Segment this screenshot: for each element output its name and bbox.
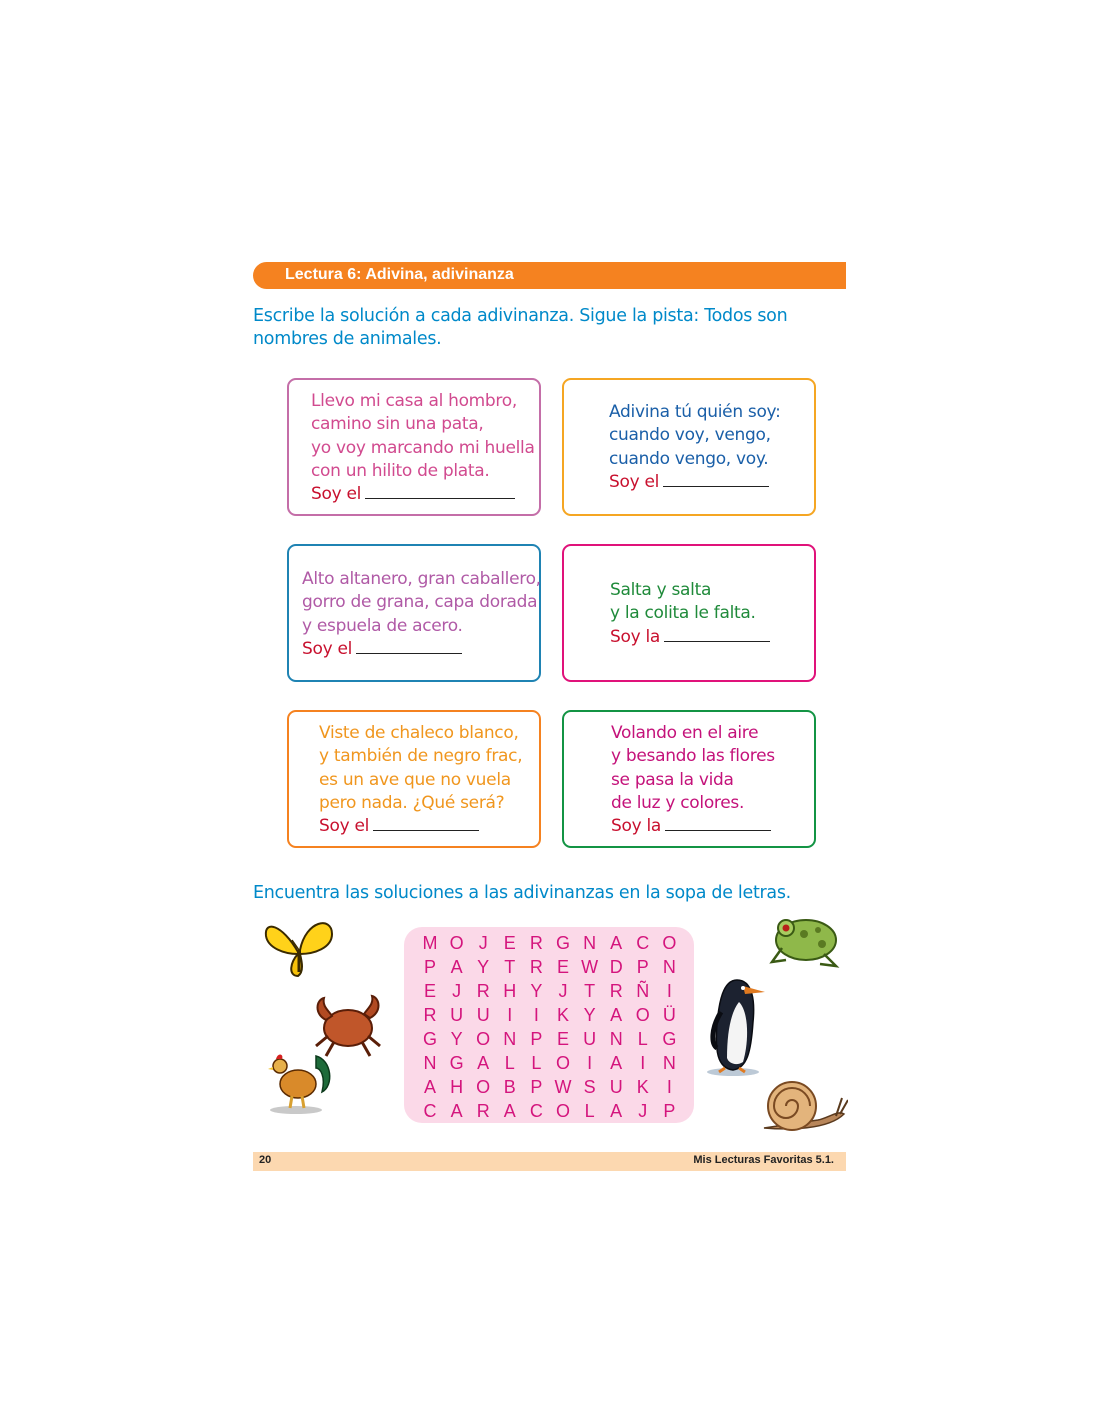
word-search-letter[interactable]: B — [503, 1077, 516, 1097]
riddle-text-6: Volando en el aire y besando las flores se pasa la vida de luz y colores. Soy la — [611, 723, 775, 837]
word-search-letter[interactable]: D — [609, 957, 623, 977]
answer-blank[interactable] — [665, 816, 771, 831]
word-search-letter[interactable]: M — [422, 933, 438, 953]
word-search-letter[interactable]: S — [583, 1077, 596, 1097]
word-search-letter[interactable]: I — [507, 1005, 513, 1025]
word-search-row — [418, 1101, 684, 1125]
word-search-letter[interactable]: I — [640, 1053, 646, 1073]
word-search-letter[interactable]: N — [662, 1053, 676, 1073]
word-search-letter[interactable]: W — [581, 957, 599, 977]
word-search-letter[interactable]: A — [450, 1101, 463, 1121]
word-search-letter[interactable]: N — [583, 933, 597, 953]
word-search-letter[interactable]: U — [583, 1029, 597, 1049]
word-search-letter[interactable]: P — [663, 1101, 676, 1121]
word-search-letter[interactable]: C — [423, 1101, 437, 1121]
word-search-letter[interactable]: L — [584, 1101, 595, 1121]
word-search-letter[interactable]: H — [503, 981, 517, 1001]
word-search-letter[interactable]: R — [529, 957, 543, 977]
word-search-letter[interactable]: I — [533, 1005, 539, 1025]
penguin-icon — [703, 972, 771, 1078]
word-search-letter[interactable]: N — [423, 1053, 437, 1073]
word-search-row — [418, 981, 684, 1005]
word-search-letter[interactable]: Y — [477, 957, 490, 977]
word-search-letter[interactable]: U — [609, 1077, 623, 1097]
word-search-letter[interactable]: A — [610, 1053, 623, 1073]
word-search-letter[interactable]: N — [662, 957, 676, 977]
lesson-title-banner — [253, 262, 846, 289]
word-search-row — [418, 1077, 684, 1101]
word-search-letter[interactable]: A — [610, 1005, 623, 1025]
word-search-letter[interactable]: K — [636, 1077, 649, 1097]
riddle-text-4: Salta y salta y la colita le falta. Soy la — [610, 579, 770, 649]
word-search-letter[interactable]: P — [423, 957, 436, 977]
word-search-letter[interactable]: O — [476, 1029, 491, 1049]
word-search-row — [418, 1053, 684, 1077]
answer-prompt: Soy la — [610, 626, 660, 647]
word-search-letter[interactable]: J — [452, 981, 462, 1001]
word-search-letter[interactable]: P — [530, 1077, 543, 1097]
riddle-text-1: Llevo mi casa al hombro, camino sin una pata, yo voy marcando mi huella con un hilito de plata. Soy el — [311, 391, 535, 505]
rooster-icon — [266, 1046, 336, 1116]
riddle-box-4 — [562, 544, 816, 682]
word-search-letter[interactable]: Ñ — [636, 981, 650, 1001]
answer-prompt: Soy el — [302, 638, 353, 659]
word-search-letter[interactable]: A — [610, 1101, 623, 1121]
word-search-letter[interactable]: Ü — [662, 1005, 676, 1025]
word-search-letter[interactable]: U — [450, 1005, 464, 1025]
riddle-box-3 — [287, 544, 541, 682]
word-search-letter[interactable]: Y — [530, 981, 543, 1001]
word-search-letter[interactable]: R — [529, 933, 543, 953]
lesson-title: Lectura 6: Adivina, adivinanza — [285, 266, 514, 283]
riddle-box-1 — [287, 378, 541, 516]
answer-prompt: Soy el — [311, 484, 362, 505]
word-search-letter[interactable]: J — [558, 981, 568, 1001]
word-search-letter[interactable]: T — [504, 957, 516, 977]
answer-prompt: Soy la — [611, 816, 661, 837]
word-search-letter[interactable]: C — [529, 1101, 543, 1121]
word-search-letter[interactable]: I — [666, 981, 672, 1001]
word-search-letter[interactable]: L — [531, 1053, 542, 1073]
word-search-letter[interactable]: A — [503, 1101, 516, 1121]
riddle-text-5: Viste de chaleco blanco, y también de negro frac, es un ave que no vuela pero nada. ¿Qué será? Soy el — [319, 723, 523, 837]
word-search-letter[interactable]: E — [556, 957, 569, 977]
answer-blank[interactable] — [365, 484, 515, 499]
word-search-letter[interactable]: O — [449, 933, 464, 953]
riddle-box-5 — [287, 710, 541, 848]
riddle-box-2 — [562, 378, 816, 516]
word-search-row — [418, 957, 684, 981]
snail-icon — [758, 1074, 848, 1136]
word-search-letter[interactable]: W — [554, 1077, 572, 1097]
word-search-letter[interactable]: L — [504, 1053, 515, 1073]
word-search-letter[interactable]: E — [503, 933, 516, 953]
instructions-riddles: Escribe la solución a cada adivinanza. Sigue la pista: Todos son nombres de animales. — [253, 306, 788, 349]
word-search-letter[interactable]: I — [666, 1077, 672, 1097]
word-search-letter[interactable]: E — [423, 981, 436, 1001]
answer-blank[interactable] — [663, 472, 769, 487]
word-search-letter[interactable]: Y — [583, 1005, 596, 1025]
instructions-word-search: Encuentra las soluciones a las adivinanzas en la sopa de letras. — [253, 883, 791, 903]
word-search-letter[interactable]: G — [422, 1029, 437, 1049]
word-search-letter[interactable]: L — [637, 1029, 648, 1049]
word-search-letter[interactable]: C — [636, 933, 650, 953]
word-search-letter[interactable]: P — [636, 957, 649, 977]
word-search-letter[interactable]: R — [423, 1005, 437, 1025]
word-search-row — [418, 1005, 684, 1029]
page-number: 20 — [259, 1154, 272, 1166]
book-title: Mis Lecturas Favoritas 5.1. — [693, 1154, 834, 1166]
word-search-letter[interactable]: N — [609, 1029, 623, 1049]
word-search-letter[interactable]: R — [609, 981, 623, 1001]
answer-blank[interactable] — [664, 627, 770, 642]
frog-icon — [764, 908, 844, 972]
riddle-box-6 — [562, 710, 816, 848]
word-search-letter[interactable]: G — [555, 933, 570, 953]
word-search-letter[interactable]: J — [478, 933, 488, 953]
word-search-letter[interactable]: K — [556, 1005, 569, 1025]
word-search-letter[interactable]: I — [587, 1053, 593, 1073]
word-search-letter[interactable]: O — [635, 1005, 650, 1025]
word-search-grid — [404, 927, 694, 1123]
word-search-letter[interactable]: R — [476, 1101, 490, 1121]
answer-blank[interactable] — [356, 639, 462, 654]
butterfly-icon — [262, 914, 336, 986]
word-search-letter[interactable]: O — [555, 1101, 570, 1121]
riddle-text-2: Adivina tú quién soy: cuando voy, vengo, cuando vengo, voy. Soy el — [609, 402, 781, 492]
word-search-letter[interactable]: A — [477, 1053, 490, 1073]
answer-prompt: Soy el — [319, 816, 370, 837]
riddle-text-3: Alto altanero, gran caballero, gorro de grana, capa dorada y espuela de acero. Soy el — [302, 569, 541, 659]
word-search-letter[interactable]: R — [476, 981, 490, 1001]
word-search-letter[interactable]: G — [449, 1053, 464, 1073]
word-search-row — [418, 1029, 684, 1053]
word-search-letter[interactable]: O — [662, 933, 677, 953]
word-search-letter[interactable]: J — [638, 1101, 648, 1121]
word-search-letter[interactable]: G — [662, 1029, 677, 1049]
word-search-letter[interactable]: A — [450, 957, 463, 977]
answer-blank[interactable] — [373, 816, 479, 831]
word-search-letter[interactable]: U — [476, 1005, 490, 1025]
word-search-letter[interactable]: O — [555, 1053, 570, 1073]
word-search-letter[interactable]: Y — [450, 1029, 463, 1049]
word-search-letter[interactable]: E — [556, 1029, 569, 1049]
word-search-letter[interactable]: A — [423, 1077, 436, 1097]
word-search-letter[interactable]: N — [503, 1029, 517, 1049]
word-search-letter[interactable]: P — [530, 1029, 543, 1049]
page-footer — [253, 1152, 846, 1171]
word-search-letter[interactable]: O — [476, 1077, 491, 1097]
word-search-letter[interactable]: H — [450, 1077, 464, 1097]
answer-prompt: Soy el — [609, 471, 660, 492]
word-search-row — [418, 933, 684, 957]
word-search-letter[interactable]: T — [584, 981, 596, 1001]
word-search-letter[interactable]: A — [610, 933, 623, 953]
